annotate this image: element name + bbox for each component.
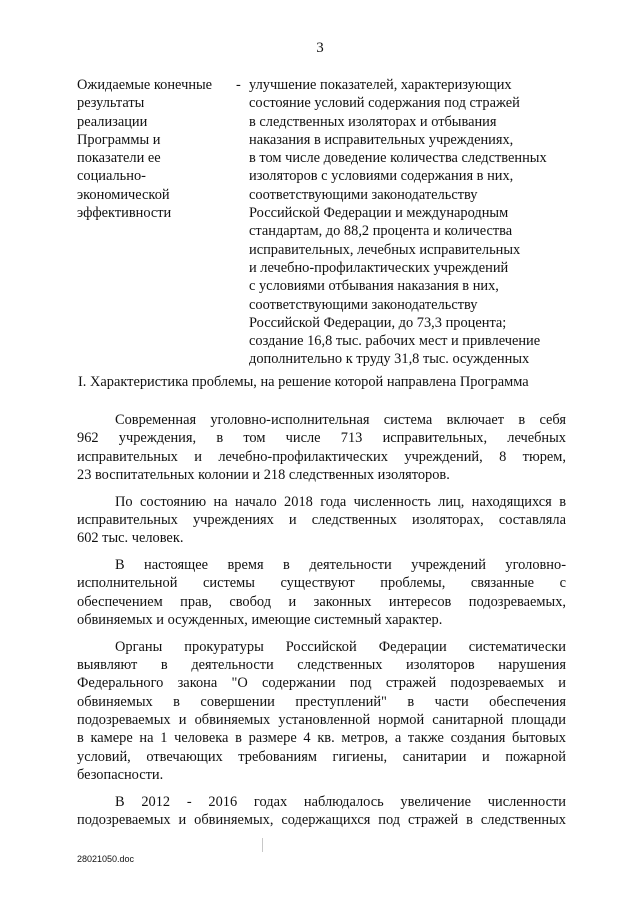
paragraph-line: условий, отвечающих требованиям гигиены, санитарии и пожарной [77, 748, 566, 765]
paragraph-line: 602 тыс. человек. [77, 530, 184, 547]
paragraph-line: подозреваемых и обвиняемых, содержащихся под стражей в следственных [77, 811, 566, 828]
paragraph-line: в камере на 1 человека в размере 4 кв. метров, а также создания бытовых [77, 730, 566, 747]
paragraph-line: По состоянию на начало 2018 года численность лиц, находящихся в [115, 493, 566, 510]
paragraph-line: безопасности. [77, 766, 164, 783]
paragraph-line: исправительных и лечебно-профилактических учреждений, 8 тюрем, [77, 448, 566, 465]
paragraph [77, 411, 566, 484]
value-line: улучшение показателей, характеризующих [249, 77, 512, 93]
paragraph-line: исполнительной системы существуют проблемы, связанные с [77, 575, 566, 592]
paragraph [77, 493, 566, 548]
paragraph-line: обвиняемых в совершении преступлений" в части обеспечения [77, 693, 566, 710]
paragraph-line: В 2012 - 2016 годах наблюдалось увеличение численности [115, 793, 566, 810]
value-line: Российской Федерации и международным [249, 205, 509, 222]
paragraph-line: обеспечением прав, свобод и законных интересов подозреваемых, [77, 593, 566, 610]
paragraph-line: Современная уголовно-исполнительная система включает в себя [115, 412, 566, 428]
value-line: Российской Федерации, до 73,3 процента; [249, 314, 507, 331]
label-line: реализации [77, 113, 148, 130]
value-line: соответствующими законодательству [249, 186, 478, 203]
section-heading: I. Характеристика проблемы, на решение которой направлена Программа [78, 374, 529, 390]
body-text [77, 411, 566, 838]
label-line: эффективности [77, 205, 172, 222]
passport-dash: - [236, 77, 241, 93]
label-line: результаты [77, 95, 145, 112]
value-line: в том числе доведение количества следственных [249, 150, 547, 167]
paragraph-line: исправительных учреждениях и следственных изоляторах, составляла [77, 511, 566, 528]
value-line: наказания в исправительных учреждениях, [249, 131, 514, 148]
value-line: с условиями отбывания наказания в них, [249, 278, 499, 295]
paragraph-line: обвиняемых и осужденных, имеющие системный характер. [77, 611, 443, 628]
paragraph [77, 793, 566, 830]
paragraph [77, 556, 566, 629]
paragraph-line: 962 учреждения, в том числе 713 исправительных, лечебных [77, 430, 566, 447]
paragraph-line: В настоящее время в деятельности учреждений уголовно- [115, 557, 566, 574]
footer-divider [262, 838, 263, 852]
value-line: соответствующими законодательству [249, 296, 478, 313]
value-line: в следственных изоляторах и отбывания [249, 113, 497, 130]
paragraph-line: Органы прокуратуры Российской Федерации систематически [115, 638, 566, 655]
paragraph-line: выявляют в деятельности следственных изоляторов нарушения [77, 657, 566, 674]
passport-label [77, 76, 227, 222]
paragraph-line: подозреваемых и обвиняемых установленной нормой санитарной площади [77, 711, 566, 728]
value-line: и лечебно-профилактических учреждений [249, 259, 509, 276]
label-line: социально- [77, 168, 146, 185]
value-line: создание 16,8 тыс. рабочих мест и привлечение [249, 333, 541, 350]
paragraph-line: 23 воспитательных колонии и 218 следственных изоляторов. [77, 466, 450, 483]
paragraph-line: Федерального закона "О содержании под стражей подозреваемых и [77, 675, 566, 692]
value-line: стандартам, до 88,2 процента и количества [249, 223, 513, 240]
value-line: исправительных, лечебных исправительных [249, 241, 521, 258]
passport-value [249, 76, 567, 369]
paragraph [77, 638, 566, 784]
value-line: состояние условий содержания под стражей [249, 95, 520, 112]
footer-filename: 28021050.doc [77, 854, 135, 864]
label-line: показатели ее [77, 150, 161, 167]
page-number: 3 [316, 40, 324, 56]
value-line: изоляторов с условиями содержания в них, [249, 168, 514, 185]
label-line: Программы и [77, 131, 161, 148]
label-line: Ожидаемые конечные [77, 77, 213, 93]
value-line: дополнительно к труду 31,8 тыс. осужденных [249, 351, 530, 368]
label-line: экономической [77, 186, 170, 203]
